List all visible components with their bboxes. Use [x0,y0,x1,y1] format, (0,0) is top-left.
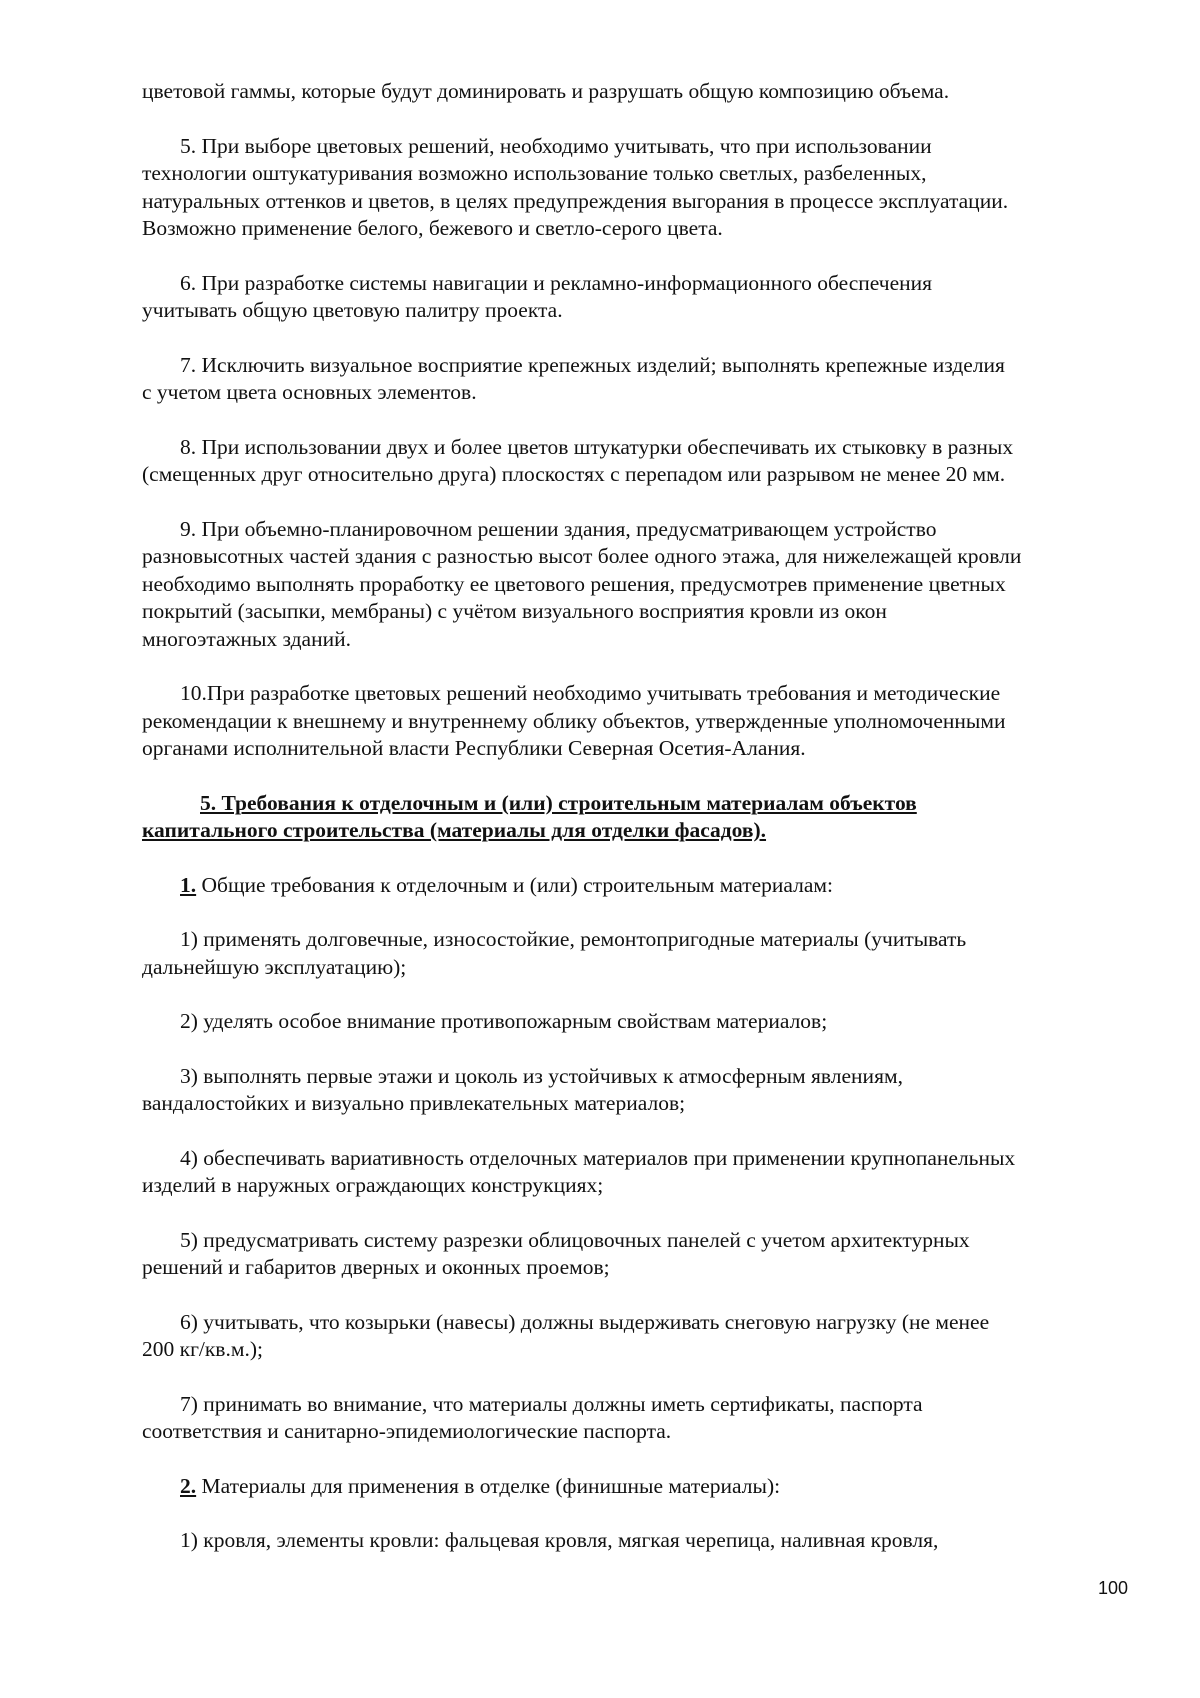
text-line: покрытий (засыпки, мембраны) с учётом визуального восприятия кровли из окон [142,599,887,623]
paragraph-item-8 [142,434,1132,489]
text-line [142,872,1132,900]
subitem-4 [142,1145,1132,1200]
text-line: цветовой гаммы, которые будут доминировать и разрушать общую композицию объема. [142,79,950,103]
text-line: многоэтажных зданий. [142,626,351,651]
section-heading-line: 5. Требования к отделочным и (или) строительным материалам объектов [200,790,917,815]
text-line: 8. При использовании двух и более цветов штукатурки обеспечивать их стыковку в разных [180,434,1014,459]
subitem-2 [142,1008,1132,1036]
text-line: технологии оштукатуривания возможно использование только светлых, разбеленных, [142,161,927,185]
item-text: Материалы для применения в отделке (финишные материалы): [196,1473,781,1498]
paragraph-item-10 [142,680,1132,763]
text-line: органами исполнительной власти Республики Северная Осетия-Алания. [142,736,806,760]
text-line: 7. Исключить визуальное восприятие крепежных изделий; выполнять крепежные изделия [180,352,1005,377]
paragraph-continuation [142,78,1132,106]
subitem-7 [142,1391,1132,1446]
page-number: 100 [1098,1578,1129,1598]
text-line: 200 кг/кв.м.); [142,1337,263,1361]
subitem-roof [142,1527,1132,1555]
section-heading [142,790,1132,845]
text-line: изделий в наружных ограждающих конструкциях; [142,1173,604,1197]
text-line: 4) обеспечивать вариативность отделочных материалов при применении крупнопанельных [180,1145,1016,1170]
text-line: 5. При выборе цветовых решений, необходимо учитывать, что при использовании [180,133,932,158]
text-line: Возможно применение белого, бежевого и светло-серого цвета. [142,216,723,240]
text-line: 10.При разработке цветовых решений необходимо учитывать требования и методические [180,681,1001,705]
text-line: разновысотных частей здания с разностью высот более одного этажа, для нижележащей кровли [142,544,1022,568]
text-line [142,1473,1132,1501]
subitem-5 [142,1227,1132,1282]
item-text: Общие требования к отделочным и (или) строительным материалам: [196,872,833,897]
text-line: 7) принимать во внимание, что материалы должны иметь сертификаты, паспорта [180,1391,923,1416]
text-line: 1) кровля, элементы кровли: фальцевая кровля, мягкая черепица, наливная кровля, [180,1528,939,1552]
section-heading-line: капитального строительства (материалы для отделки фасадов). [142,818,767,842]
text-line: с учетом цвета основных элементов. [142,380,477,404]
text-line: (смещенных друг относительно друга) плоскостях с перепадом или разрывом не менее 20 мм. [142,462,1006,486]
text-line: соответствия и санитарно-эпидемиологические паспорта. [142,1419,672,1443]
text-line: рекомендации к внешнему и внутреннему облику объектов, утвержденные уполномоченными [142,708,1006,733]
paragraph-item-9 [142,516,1132,654]
item-number: 2. [180,1473,197,1498]
paragraph-item-5 [142,133,1132,243]
paragraph-item-6 [142,270,1132,325]
paragraph-item-7 [142,352,1132,407]
text-line: 9. При объемно-планировочном решении здания, предусматривающем устройство [180,516,937,541]
text-line: 1) применять долговечные, износостойкие, ремонтопригодные материалы (учитывать [180,927,967,951]
text-line: 6. При разработке системы навигации и рекламно-информационного обеспечения [180,270,933,295]
subitem-6 [142,1309,1132,1364]
document-page [142,78,1132,1555]
text-line: 6) учитывать, что козырьки (навесы) должны выдерживать снеговую нагрузку (не менее [180,1309,990,1334]
text-line: 5) предусматривать систему разрезки облицовочных панелей с учетом архитектурных [180,1227,970,1252]
text-line: вандалостойких и визуально привлекательных материалов; [142,1091,686,1115]
item-2-heading [142,1473,1132,1501]
text-line: учитывать общую цветовую палитру проекта. [142,298,563,322]
text-line: дальнейшую эксплуатацию); [142,954,407,979]
item-1-heading [142,872,1132,900]
subitem-1 [142,926,1132,981]
item-number: 1. [180,872,197,897]
text-line: решений и габаритов дверных и оконных проемов; [142,1255,610,1279]
text-line: необходимо выполнять проработку ее цветового решения, предусмотрев применение цветных [142,571,1006,596]
subitem-3 [142,1063,1132,1118]
text-line: 3) выполнять первые этажи и цоколь из устойчивых к атмосферным явлениям, [180,1063,903,1088]
text-line: натуральных оттенков и цветов, в целях предупреждения выгорания в процессе эксплуатации. [142,188,1009,213]
text-line: 2) уделять особое внимание противопожарным свойствам материалов; [180,1009,828,1033]
